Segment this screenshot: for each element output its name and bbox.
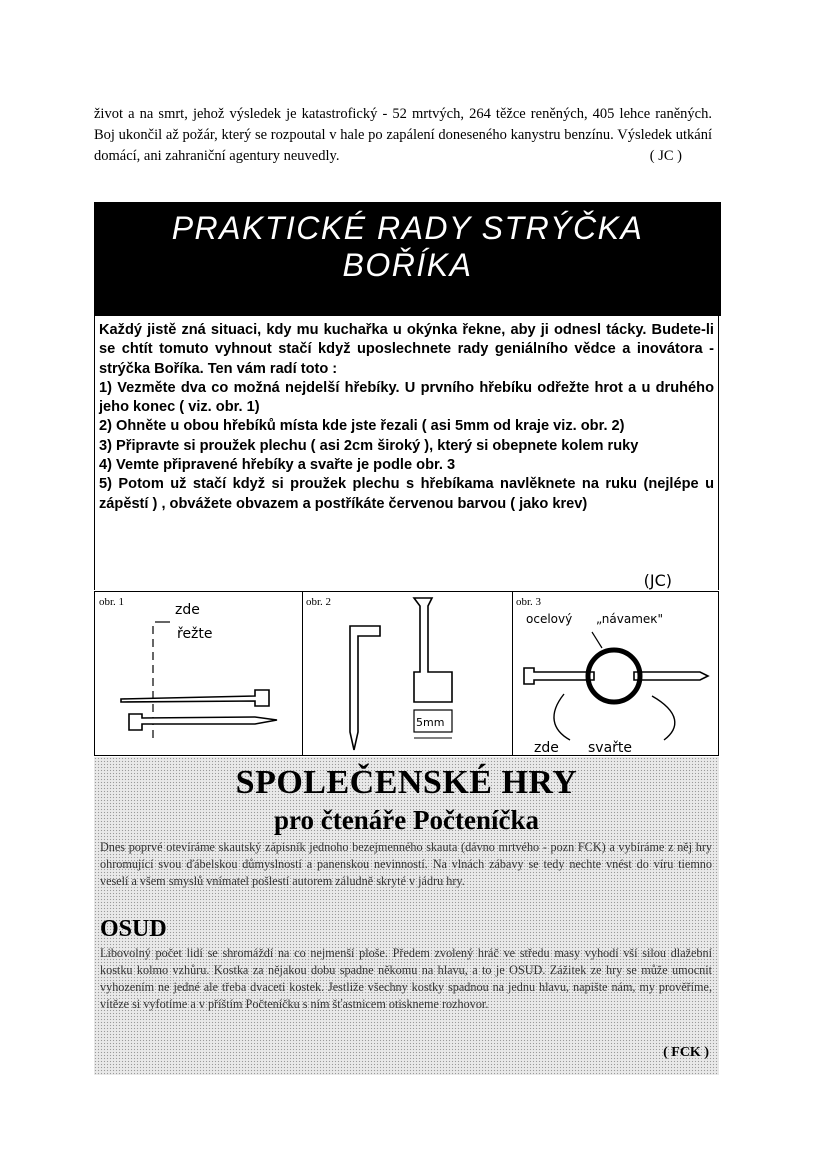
figure-3-arrow-right <box>652 696 675 740</box>
figure-3-note-navamek: „návameк" <box>596 612 664 626</box>
figure-2-drawing <box>302 592 512 755</box>
games-section <box>94 757 719 1075</box>
nail-icon <box>121 690 269 706</box>
figure-3-note-ocelovy: ocelový <box>526 612 573 626</box>
games-subtitle: pro čtenáře Počteníčka <box>274 805 539 835</box>
figure-2 <box>302 592 513 755</box>
figure-3 <box>512 592 718 755</box>
intro-text: život a na smrt, jehož výsledek je katastrofický - 52 mrtvých, 264 těžce reněných, 405 lehce raněných. Boj ukončil až požár, který se rozpoutal v hale po zapálení doneseného kanystru benzínu. Výsledek utkání domácí, ani zahraniční agentury neuvedly. <box>94 106 712 164</box>
game-description: Libovolný počet lidí se shromáždí na co nejmenší ploše. Předem zvolený hráč ve středu masy vyhodí vší silou dlažební kostku kolmo vzhůru. Kostka za nějakou dobu spadne někomu na hlavu, a to je OSUD. Zážitek ze hry se může umocnit vyhozením ne jedné ale třeba dvaceti kostek. Jestliže všechny kostky spadnou na jednu hlavu, napište nám, my prověříme, vítěze si vyfotíme a v příštím Počteníčku s ním šťastnicem otiskneme rozhovor. <box>100 946 712 1011</box>
nail-icon <box>524 668 594 684</box>
nail-icon <box>129 714 277 730</box>
bent-nail-head-icon <box>414 598 452 702</box>
intro-signature: ( JC ) <box>649 148 682 164</box>
tips-step-1: 1) Vezměte dva co možná nejdelší hřebíky. U prvního hřebíku odřežte hrot a u druhého jeho konec ( viz. obr. 1) <box>99 379 714 416</box>
tips-intro: Každý jistě zná situaci, kdy mu kuchařka u okýnka řekne, aby ji odnesl tácky. Budete-li se chtít tomuto vyhnout stačí když uposlechnete rady geniálního vědce a inovátora - strýčka Boříka. Ten vám radí toto : <box>99 322 714 377</box>
games-title: SPOLEČENSKÉ HRY <box>235 764 578 801</box>
tips-box <box>94 316 719 590</box>
metal-ring-icon <box>588 650 640 702</box>
section-banner <box>94 202 721 316</box>
figure-3-caption: obr. 3 <box>516 596 542 608</box>
nail-icon <box>634 672 708 680</box>
tips-step-4: 4) Vemte připravené hřebíky a svařte je podle obr. 3 <box>99 457 456 474</box>
figure-1-drawing <box>95 592 302 755</box>
figure-1-caption: obr. 1 <box>99 596 125 608</box>
games-signature: ( FCK ) <box>663 1045 709 1060</box>
game-heading: OSUD <box>100 916 167 942</box>
intro-text-block <box>94 104 712 167</box>
tips-step-3: 3) Připravte si proužek plechu ( asi 2cm široký ), který si obepnete kolem ruky <box>99 437 639 454</box>
figure-1 <box>95 592 303 755</box>
figure-3-note-svarte: svařte <box>588 740 633 755</box>
bent-nail-icon <box>350 626 380 750</box>
figure-2-note-5mm: 5mm <box>416 716 445 729</box>
games-intro: Dnes poprvé otevíráme skautský zápisník jednoho bezejmenného skauta (dávno mrtvého - pozn FCK) a vybíráme z něj hry ohromující svou ďábelskou důmyslností a panenskou nevinností. Na vlnách zábavy se tedy nechte vnést do víru tiemno veselí a všem smyslů vnímatel pošlestí autorem záludně skryté v jádru hry. <box>100 840 712 888</box>
figure-1-note-rezte: řežte <box>177 626 213 642</box>
figure-1-note-zde: zde <box>175 602 200 618</box>
tips-step-2: 2) Ohněte u obou hřebíků místa kde jste řezali ( asi 5mm od kraje viz. obr. 2) <box>99 418 625 435</box>
figures-row <box>94 591 719 756</box>
banner-title-line1: PRAKTICKÉ RADY STRÝČKA <box>171 210 644 246</box>
figure-3-pointer-top <box>592 632 602 648</box>
tips-step-5: 5) Potom už stačí když si proužek plechu s hřebíkama navlěknete na ruku (nejlépe u zápěstí ) , obvážete obvazem a postříkáte červenou barvou ( jako krev) <box>99 476 714 512</box>
banner-title-line2: BOŘÍKA <box>342 247 473 283</box>
figure-3-arrow-left <box>554 694 570 740</box>
figure-2-caption: obr. 2 <box>306 596 332 608</box>
tips-signature: (JC) <box>643 570 672 590</box>
figure-3-note-zde: zde <box>534 740 559 755</box>
figure-3-drawing <box>512 592 718 755</box>
